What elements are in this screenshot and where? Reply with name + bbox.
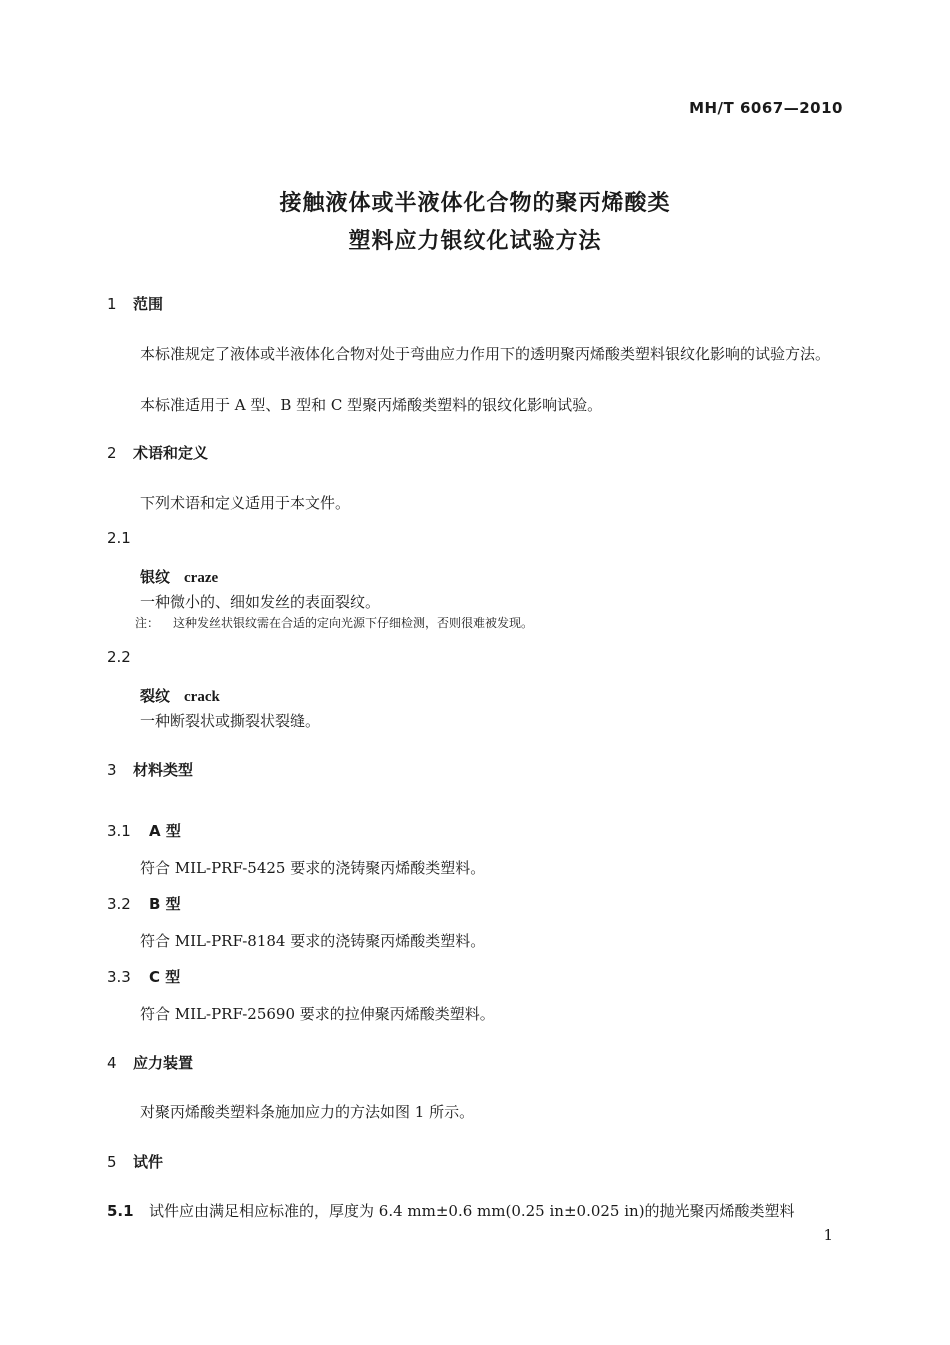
subsection-title: B 型 [149,895,181,913]
term-2-1-note [135,614,533,631]
subsection-3-3-heading [107,966,180,987]
section-1-heading [107,293,163,314]
subsection-5-1 [107,1200,795,1221]
section-number: 1 [107,295,117,313]
term-2-1-number: 2.1 [107,529,131,547]
subsection-3-1-text: 符合 MIL-PRF-5425 要求的浇铸聚丙烯酸类塑料。 [140,859,486,877]
subsection-3-3-text: 符合 MIL-PRF-25690 要求的拉伸聚丙烯酸类塑料。 [140,1005,495,1023]
stress-device-text: 对聚丙烯酸类塑料条施加应力的方法如图 1 所示。 [140,1103,475,1121]
subsection-3-2-text: 符合 MIL-PRF-8184 要求的浇铸聚丙烯酸类塑料。 [140,932,486,950]
scope-paragraph-1: 本标准规定了液体或半液体化合物对处于弯曲应力作用下的透明聚丙烯酸类塑料银纹化影响的试验方法。 [140,345,831,363]
section-number: 5 [107,1153,117,1171]
section-5-heading [107,1151,163,1172]
document-title-line1: 接触液体或半液体化合物的聚丙烯酸类 [279,191,671,216]
subsection-number: 3.3 [107,968,131,986]
term-2-2-number: 2.2 [107,648,131,666]
term-cn: 裂纹 [140,687,171,705]
section-title: 术语和定义 [133,444,209,462]
note-text: 这种发丝状银纹需在合适的定向光源下仔细检测，否则很难被发现。 [173,616,534,630]
document-title-line2: 塑料应力银纹化试验方法 [348,229,602,254]
term-2-2-definition: 一种断裂状或撕裂状裂缝。 [140,712,321,730]
subsection-number: 5.1 [107,1202,134,1220]
section-title: 范围 [133,295,164,313]
term-2-2-name [140,685,220,706]
term-cn: 银纹 [140,568,171,586]
standard-code: MH/T 6067—2010 [689,99,843,117]
section-title: 试件 [133,1153,164,1171]
page-number: 1 [823,1226,833,1244]
subsection-number: 3.1 [107,822,131,840]
section-number: 2 [107,444,117,462]
section-3-heading [107,759,193,780]
subsection-text: 试件应由满足相应标准的，厚度为 6.4 mm±0.6 mm(0.25 in±0.025 in)的抛光聚丙烯酸类塑料 [149,1202,795,1220]
scope-paragraph-2: 本标准适用于 A 型、B 型和 C 型聚丙烯酸类塑料的银纹化影响试验。 [140,396,603,414]
term-en: craze [184,570,219,586]
section-number: 3 [107,761,117,779]
term-2-1-definition: 一种微小的、细如发丝的表面裂纹。 [140,593,381,611]
terms-intro: 下列术语和定义适用于本文件。 [140,494,351,512]
subsection-3-2-heading [107,893,181,914]
term-2-1-name [140,566,218,587]
section-2-heading [107,442,208,463]
term-en: crack [184,689,220,705]
subsection-title: A 型 [149,822,181,840]
section-4-heading [107,1052,193,1073]
subsection-title: C 型 [149,968,181,986]
section-title: 材料类型 [133,761,194,779]
section-number: 4 [107,1054,117,1072]
note-label: 注： [135,616,160,630]
section-title: 应力装置 [133,1054,194,1072]
subsection-number: 3.2 [107,895,131,913]
subsection-3-1-heading [107,820,181,841]
